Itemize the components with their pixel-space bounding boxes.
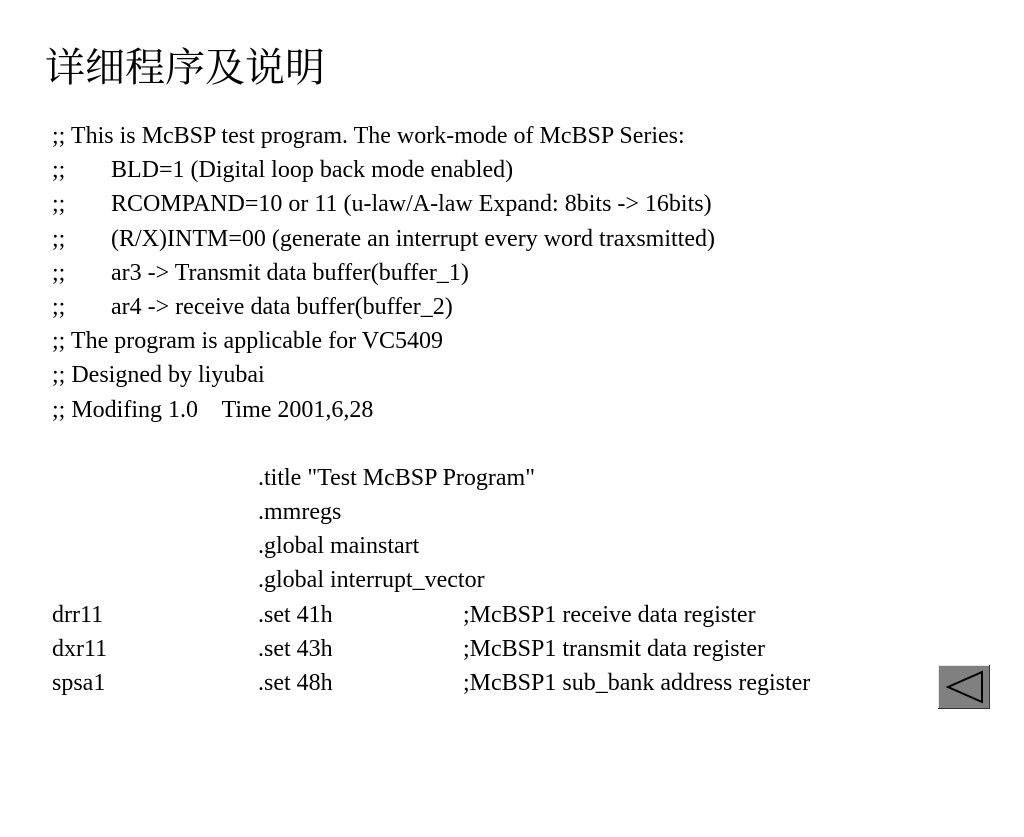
- directive-text: .title "Test McBSP Program": [258, 464, 536, 491]
- register-label: drr11: [52, 601, 104, 628]
- directive-line: [52, 529, 420, 563]
- register-def-line: [52, 598, 756, 632]
- directive-line: [52, 563, 485, 597]
- comment-text: BLD=1 (Digital loop back mode enabled): [111, 157, 514, 184]
- back-button[interactable]: [938, 665, 990, 709]
- comment-line: [52, 187, 712, 221]
- register-directive: .set 48h: [258, 670, 333, 696]
- register-def-line: [52, 666, 811, 700]
- comment-prefix: ;;: [52, 157, 66, 184]
- comment-text: ;; Modifing 1.0 Time 2001,6,28: [52, 396, 374, 423]
- comment-line: [52, 119, 685, 153]
- comment-prefix: ;;: [52, 259, 66, 286]
- slide-title: 详细程序及说明: [45, 45, 325, 91]
- register-directive: .set 43h: [258, 635, 333, 662]
- register-comment: ;McBSP1 transmit data register: [463, 635, 765, 662]
- comment-line: [52, 324, 444, 358]
- register-def-line: [52, 632, 765, 666]
- directive-line: [52, 461, 536, 495]
- directive-text: .global interrupt_vector: [258, 567, 485, 594]
- register-comment: ;McBSP1 sub_bank address register: [463, 670, 811, 696]
- comment-text: RCOMPAND=10 or 11 (u-law/A-law Expand: 8bits -> 16bits): [111, 191, 712, 218]
- comment-text: ar4 -> receive data buffer(buffer_2): [111, 293, 453, 320]
- comment-line: [52, 222, 715, 256]
- comment-line: [52, 393, 374, 427]
- register-label: spsa1: [52, 670, 106, 696]
- register-comment: ;McBSP1 receive data register: [463, 601, 756, 628]
- comment-line: [52, 290, 453, 324]
- comment-line: [52, 358, 265, 392]
- comment-text: ;; This is McBSP test program. The work-mode of McBSP Series:: [52, 123, 685, 149]
- comment-text: ;; The program is applicable for VC5409: [52, 328, 444, 355]
- comment-prefix: ;;: [52, 191, 66, 218]
- comment-prefix: ;;: [52, 293, 66, 320]
- register-label: dxr11: [52, 635, 108, 662]
- directive-text: .mmregs: [258, 499, 342, 526]
- register-directive: .set 41h: [258, 601, 333, 628]
- comment-text: (R/X)INTM=00 (generate an interrupt every word traxsmitted): [111, 225, 715, 252]
- comment-text: ar3 -> Transmit data buffer(buffer_1): [111, 259, 469, 286]
- comment-line: [52, 153, 514, 187]
- directive-text: .global mainstart: [258, 533, 420, 560]
- comment-line: [52, 256, 469, 290]
- triangle-left-icon: [938, 665, 990, 709]
- comment-prefix: ;;: [52, 225, 66, 252]
- code-listing: [52, 119, 811, 700]
- directive-line: [52, 495, 342, 529]
- comment-text: ;; Designed by liyubai: [52, 362, 265, 389]
- blank-line: [52, 427, 76, 461]
